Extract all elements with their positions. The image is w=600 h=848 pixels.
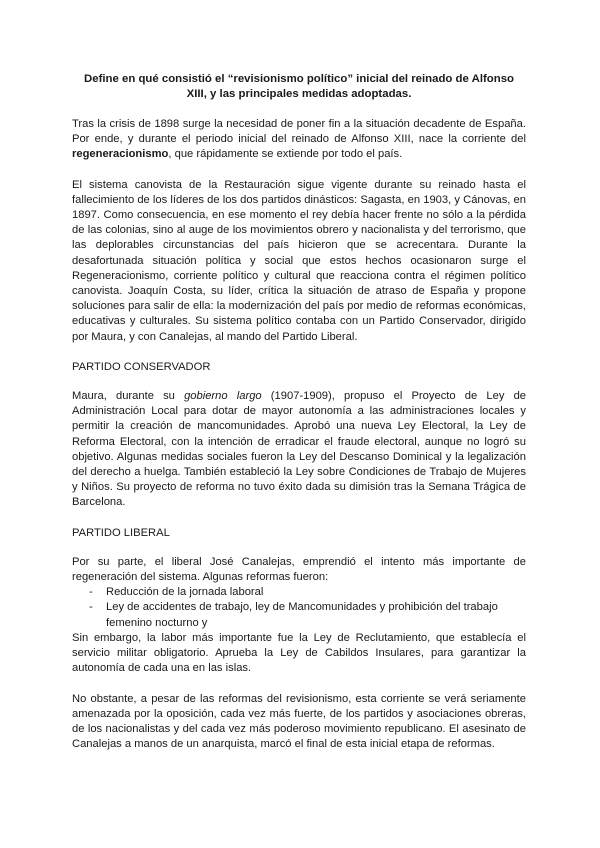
section-heading-conservador: PARTIDO CONSERVADOR (72, 360, 211, 373)
conclusion-paragraph: No obstante, a pesar de las reformas del revisionismo, esta corriente se verá seriamente amenazada por la oposición, cada vez más fuerte, de los partidos y asociaciones obreras, de los nacionalistas y del cada vez más poderoso movimiento republicano. El asesinato de Canalejas a manos de un anarquista, marcó el final de esta inicial etapa de reformas. (72, 692, 526, 751)
section-heading-liberal: PARTIDO LIBERAL (72, 526, 170, 539)
conservative-italic-term: gobierno largo (184, 390, 262, 403)
conservative-text-end: (1907-1909), propuso el Proyecto de Ley de Administración Local para dotar de mayor autonomía a las administraciones locales y permitir la creación de mancomunidades. Aprobó una nueva Ley Electoral, la Ley de Reforma Electoral, con la intención de erradicar el fraude electoral, aunque no logró su objetivo. Algunas medidas sociales fueron la Ley del Descanso Dominical y la legalización del derecho a huelga. También estableció la Ley sobre Condiciones de Trabajo de Mujeres y Niños. Su proyecto de reforma no tuvo éxito dada su dimisión tras la Semana Trágica de Barcelona. (72, 390, 527, 509)
reforms-list (72, 585, 526, 631)
list-item (72, 585, 526, 600)
page-title: Define en qué consistió el “revisionismo político” inicial del reinado de Alfonso XIII, y las principales medidas adoptadas. (84, 73, 514, 100)
list-item-text: Ley de accidentes de trabajo, ley de Mancomunidades y prohibición del trabajo femenino nocturno y (106, 601, 498, 629)
list-item (72, 600, 526, 630)
intro-bold-term: regeneracionismo (72, 148, 169, 161)
conservative-text-start: Maura, durante su (72, 390, 185, 403)
document-body (72, 72, 526, 767)
list-item-text: Reducción de la jornada laboral (106, 586, 264, 599)
intro-text-end: , que rápidamente se extiende por todo el país. (168, 148, 403, 161)
intro-paragraph (72, 117, 526, 163)
list-bullet: - (89, 601, 93, 614)
liberal-after-list-paragraph: Sin embargo, la labor más importante fue la Ley de Reclutamiento, que establecía el servicio militar obligatorio. Aprueba la Ley de Cabildos Insulares, para garantizar la autonomía de cada una en las islas. (72, 631, 526, 675)
liberal-intro-paragraph: Por su parte, el liberal José Canalejas, emprendió el intento más importante de regeneración del sistema. Algunas reformas fueron: (72, 555, 526, 584)
list-bullet: - (89, 586, 93, 599)
context-paragraph: El sistema canovista de la Restauración sigue vigente durante su reinado hasta el fallecimiento de los líderes de los dos partidos dinásticos: Sagasta, en 1903, y Cánovas, en 1897. Como consecuencia, en ese momento el rey debía hacer frente no sólo a la pérdida de las colonias, sino al auge de los movimientos obrero y nacionalista y del terrorismo, que las deplorables circunstancias del país hicieron que se acrecentara. Durante la desafortunada situación política y social que estos hechos ocasionaron surge el Regeneracionismo, corriente político y cultural que reacciona contra el régimen político canovista. Joaquín Costa, su líder, crítica la situación de atraso de España y propone soluciones para salir de ella: la modernización del país por medio de reformas económicas, educativas y culturales. Su sistema político contaba con un Partido Conservador, dirigido por Maura, y con Canalejas, al mando del Partido Liberal. (72, 178, 526, 343)
conservative-paragraph (72, 389, 526, 511)
intro-text-start: Tras la crisis de 1898 surge la necesidad de poner fin a la situación decadente de España. Por ende, y durante el periodo inicial del reinado de Alfonso XIII, nace la corriente del (72, 118, 526, 146)
